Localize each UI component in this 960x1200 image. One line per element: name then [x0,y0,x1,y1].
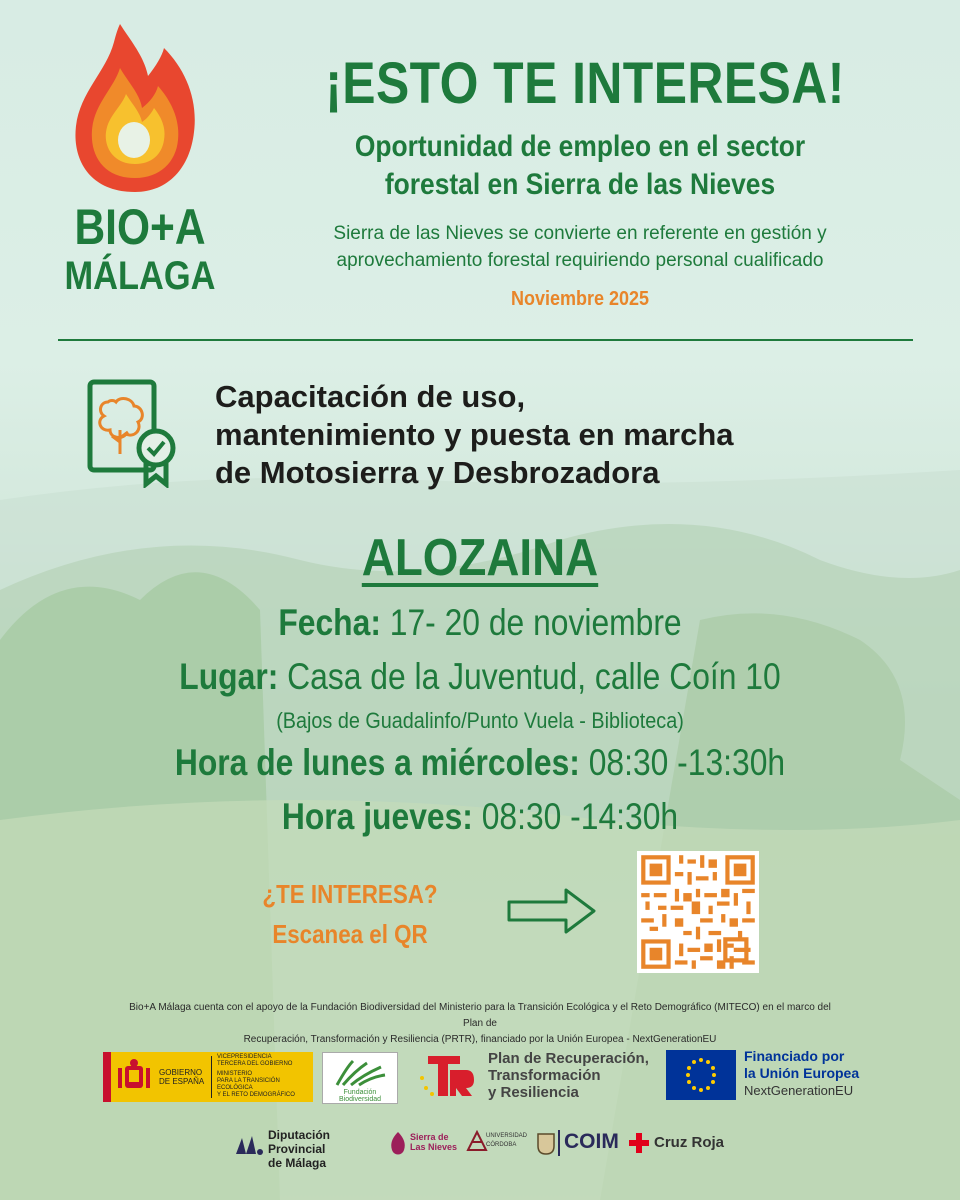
gob-min-line3: Y EL RETO DEMOGRÁFICO [217,1092,295,1098]
uco-line2: CÓRDOBA [486,1142,517,1148]
hora1-label: Hora de lunes a miércoles: [174,742,580,783]
hora2-value: 08:30 -14:30h [472,796,679,837]
eu-line1: Financiado por [744,1048,845,1064]
lugar-note: (Bajos de Guadalinfo/Punto Vuela - Biblioteca) [276,708,684,733]
dip-line2: de Málaga [268,1156,327,1170]
sierra-line2: Las Nieves [410,1142,458,1152]
gob-vice-line2: TERCERA DEL GOBIERNO [217,1061,293,1067]
dip-line1: Diputación Provincial [268,1128,330,1156]
info-hora-jueves [67,796,893,838]
subtitle-line2: forestal en Sierra de las Nieves [384,168,776,201]
gob-vice-line1: VICEPRESIDENCIA [217,1054,272,1060]
coim-crest-icon [536,1130,556,1156]
logo-divider [211,1056,212,1098]
brand-logo-text [40,200,240,298]
course-line3: de Motosierra y Desbrozadora [215,455,660,490]
course-line2: mantenimiento y puesta en marcha [215,417,734,452]
info-lugar [67,656,893,698]
gob-esp-line2: DE ESPAÑA [159,1077,205,1086]
info-fecha [67,602,893,644]
disclaimer [120,1000,840,1048]
gob-min-line1: MINISTERIO [217,1071,253,1077]
fundacion-biodiversidad-logo [322,1052,398,1104]
brand-line2: MÁLAGA [64,254,216,298]
town-name: ALOZAINA [361,529,599,587]
sierra-nieves-mark-icon [388,1130,408,1158]
sierra-line1: Sierra de [410,1132,449,1142]
gobierno-espana-logo [103,1052,313,1102]
prtr-line1: Plan de Recuperación, [488,1050,649,1067]
sierra-text [410,1132,470,1152]
subtitle-line1: Oportunidad de empleo en el sector [354,130,806,163]
uco-line1: UNIVERSIDAD [486,1133,528,1139]
eu-text [744,1048,884,1099]
gob-min-line2: PARA LA TRANSICIÓN ECOLÓGICA [217,1078,280,1091]
fecha-label: Fecha: [278,602,381,643]
disclaimer-line1: Bio+A Málaga cuenta con el apoyo de la Fundación Biodiversidad del Ministerio para la Transición Ecológica y el Reto Demográfico (MITECO) en el marco del Plan de [129,1002,831,1029]
disclaimer-line2: Recuperación, Transformación y Resiliencia (PRTR), financiado por la Unión Europea - NextGenerationEU [243,1034,717,1045]
grass-icon [333,1057,387,1087]
eu-line3: NextGenerationEU [744,1083,854,1098]
flag-stripe [103,1052,111,1102]
diputacion-mark-icon [234,1132,264,1156]
certificate-icon [86,378,180,488]
prtr-line2: Transformación [488,1067,601,1084]
brand-line1: BIO+A [74,199,206,255]
eu-line2: la Unión Europea [744,1065,860,1081]
page-title: ¡ESTO TE INTERESA! [325,51,845,116]
description-line2: aprovechamiento forestal requiriendo personal cualificado [336,250,824,271]
partner-logos [230,1126,750,1170]
lugar-value: Casa de la Juventud, calle Coín 10 [278,656,781,697]
info-hora-lunes [67,742,893,784]
subtitle [290,128,871,204]
cta-text [238,874,462,954]
fb-label: Fundación Biodiversidad [338,1089,382,1103]
gobierno-label [159,1068,209,1086]
eu-logo [666,1048,881,1104]
eu-flag-icon [666,1050,736,1100]
date-label: Noviembre 2025 [510,288,650,310]
prtr-logo [412,1048,652,1104]
hora1-value: 08:30 -13:30h [579,742,786,783]
cta-line2: Escanea el QR [272,919,428,949]
cta-line1: ¿TE INTERESA? [262,879,438,909]
arrow-right-icon [506,886,598,936]
lugar-label: Lugar: [179,656,279,697]
flame-logo-icon [70,22,200,194]
prtr-text [488,1050,658,1101]
description-line1: Sierra de las Nieves se convierte en referente en gestión y [333,223,827,244]
prtr-line3: y Resiliencia [488,1084,579,1101]
ministerio-label [217,1054,313,1099]
uco-mark-icon [466,1130,488,1154]
prtr-mark-icon [416,1052,476,1100]
description [250,220,910,274]
course-title [215,378,915,492]
diputacion-text [268,1128,388,1170]
fecha-value: 17- 20 de noviembre [380,602,682,643]
gob-esp-line1: GOBIERNO [159,1068,203,1077]
qr-code[interactable] [637,851,759,973]
cruz-roja-text: Cruz Roja [654,1134,725,1151]
divider [58,339,913,341]
red-cross-icon [628,1132,650,1154]
coat-of-arms-icon [115,1058,155,1096]
coim-divider [558,1130,560,1156]
hora2-label: Hora jueves: [281,796,473,837]
coim-text: COIM [564,1130,619,1153]
course-line1: Capacitación de uso, [215,379,526,414]
